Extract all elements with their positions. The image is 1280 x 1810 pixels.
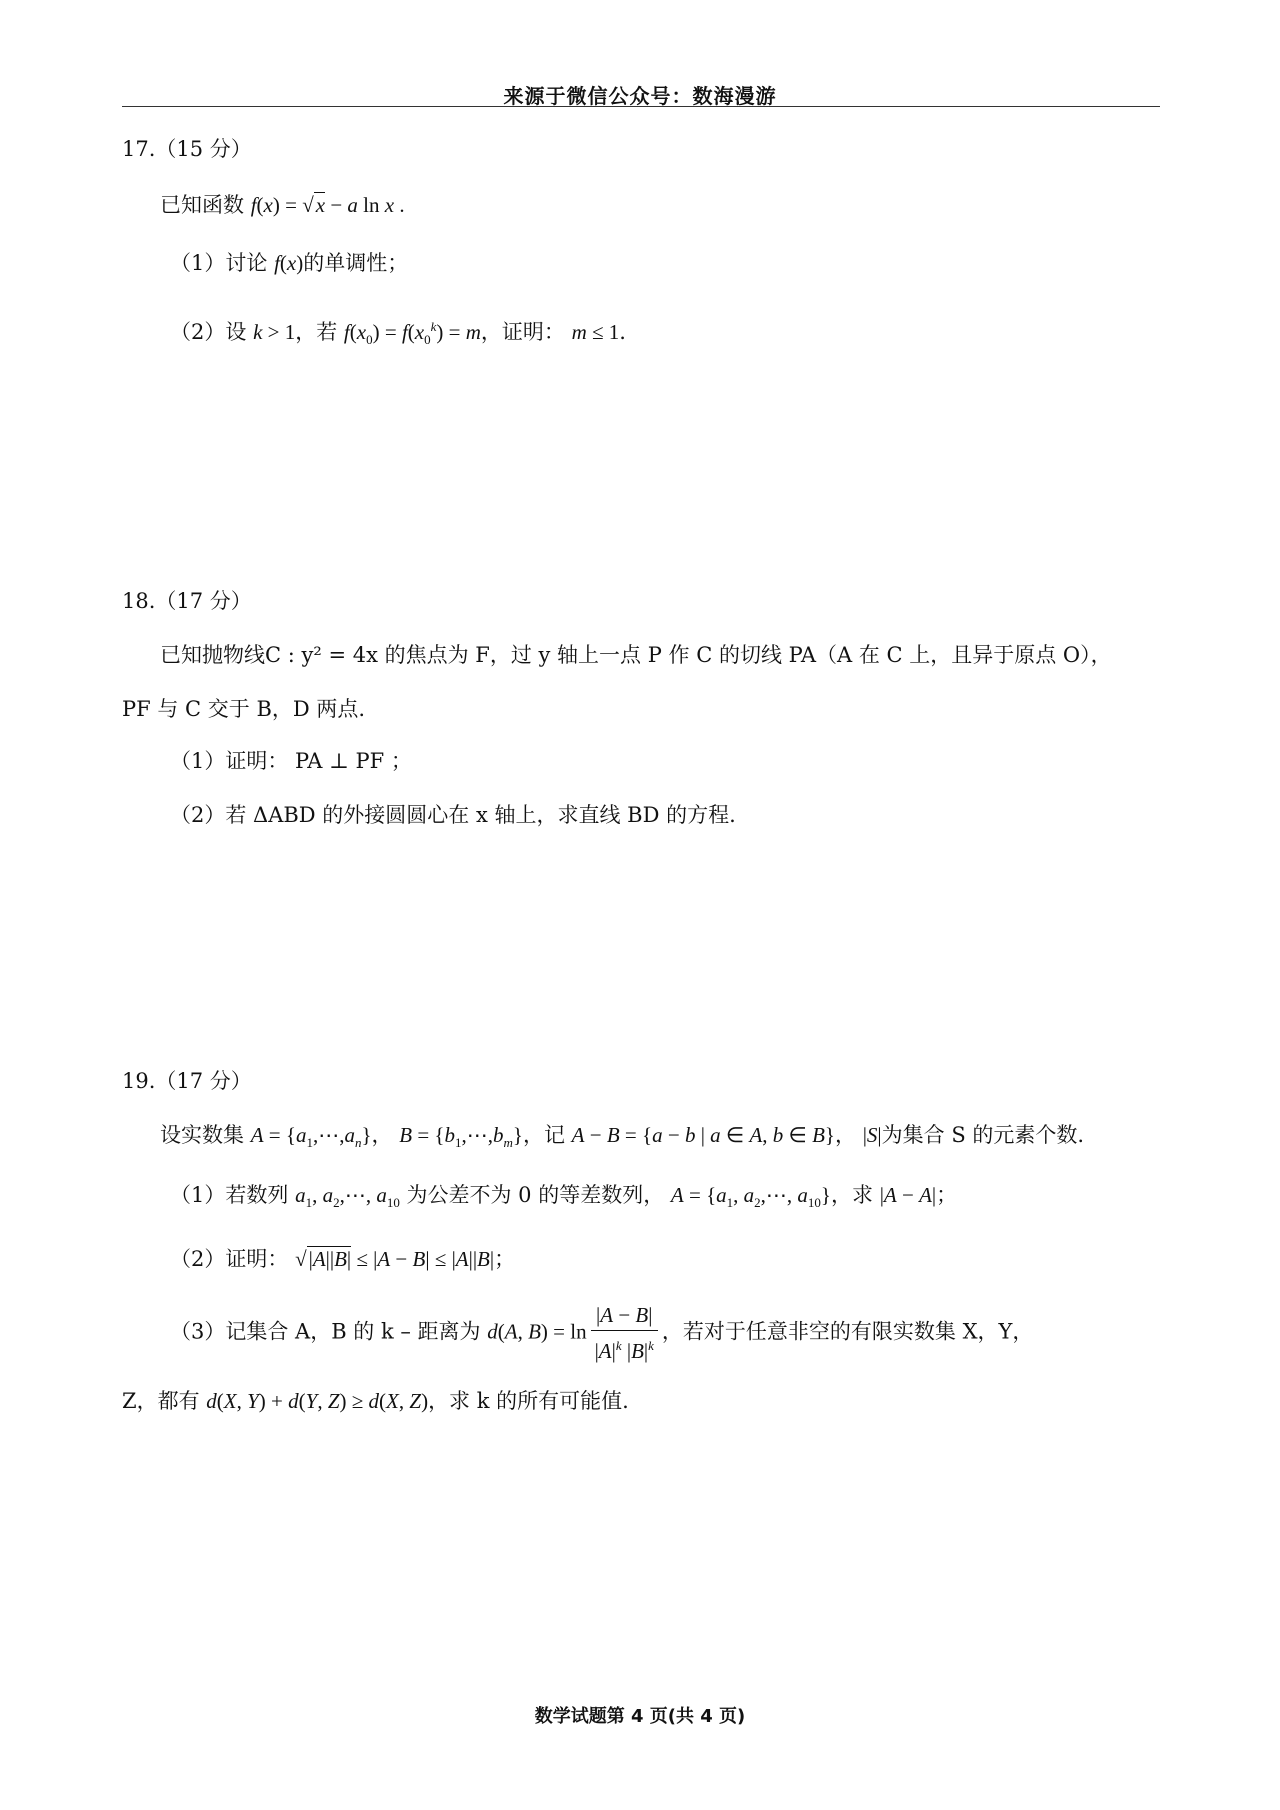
page-header-title: 来源于微信公众号：数海漫游	[503, 84, 777, 108]
page-footer: 数学试题第 4 页(共 4 页)	[534, 1706, 746, 1727]
q19-heading: 19.（17 分）	[122, 1069, 252, 1093]
q19-part3-line2: Z，都有 d(X, Y) + d(Y, Z) ≥ d(X, Z)，求 k 的所有可能值.	[122, 1389, 629, 1413]
q19-stem: 设实数集 $A = \{a_1,\cdots,a_n\}$， $B = \{b_1,\cdots,b_m\}$，记 A − B = {a − b | a ∈ A, b ∈ B}， |S|为集合 S 的元素个数.	[160, 1123, 1085, 1151]
q17-part1: （1）讨论 f(x)的单调性；	[170, 251, 409, 275]
distance-formula: d(A, B) = ln	[487, 1319, 587, 1344]
q17-part2: （2）设 k > 1，若 $f(x_0) = f(x_0^k) = m$，证明： m ≤ 1.	[170, 319, 626, 348]
q17-function-formula: f(x) = √x − a ln x .	[250, 193, 405, 217]
q18-part1: （1）证明： PA ⊥ PF ；	[170, 749, 412, 773]
q18-part2: （2）若 ΔABD 的外接圆圆心在 x 轴上，求直线 BD 的方程.	[170, 803, 736, 827]
q19-part3: （3）记集合 A，B 的 k – 距离为 d(A, B) = ln $\frac{|A - B|}{|A|^k |B|^k}$ ，若对于任意非空的有限实数集 X，Y，	[170, 1300, 1033, 1366]
q18-stem-line1: 已知抛物线C : y² = 4x 的焦点为 F，过 y 轴上一点 P 作 C 的切线 PA（A 在 C 上，且异于原点 O），	[160, 643, 1112, 667]
q19-part1: （1）若数列 $a_1$, $a_2,\cdots$, $a_{10}$ 为公差不为 0 的等差数列， $A = \{a_1$, $a_2,\cdots$, $a_{10}$}，求 |A − A|；	[170, 1183, 958, 1211]
header-divider	[122, 106, 1160, 107]
q18-heading: 18.（17 分）	[122, 589, 252, 613]
distance-fraction: $\frac{|A - B|}{|A|^k |B|^k}$	[591, 1300, 658, 1366]
q17-heading: 17.（15 分）	[122, 137, 252, 161]
q18-stem-line2: PF 与 C 交于 B，D 两点.	[122, 697, 366, 721]
q17-stem: 已知函数 f(x) = √x − a ln x .	[160, 193, 405, 217]
q19-part2: （2）证明： √|A||B| ≤ |A − B| ≤ |A||B|；	[170, 1247, 516, 1271]
